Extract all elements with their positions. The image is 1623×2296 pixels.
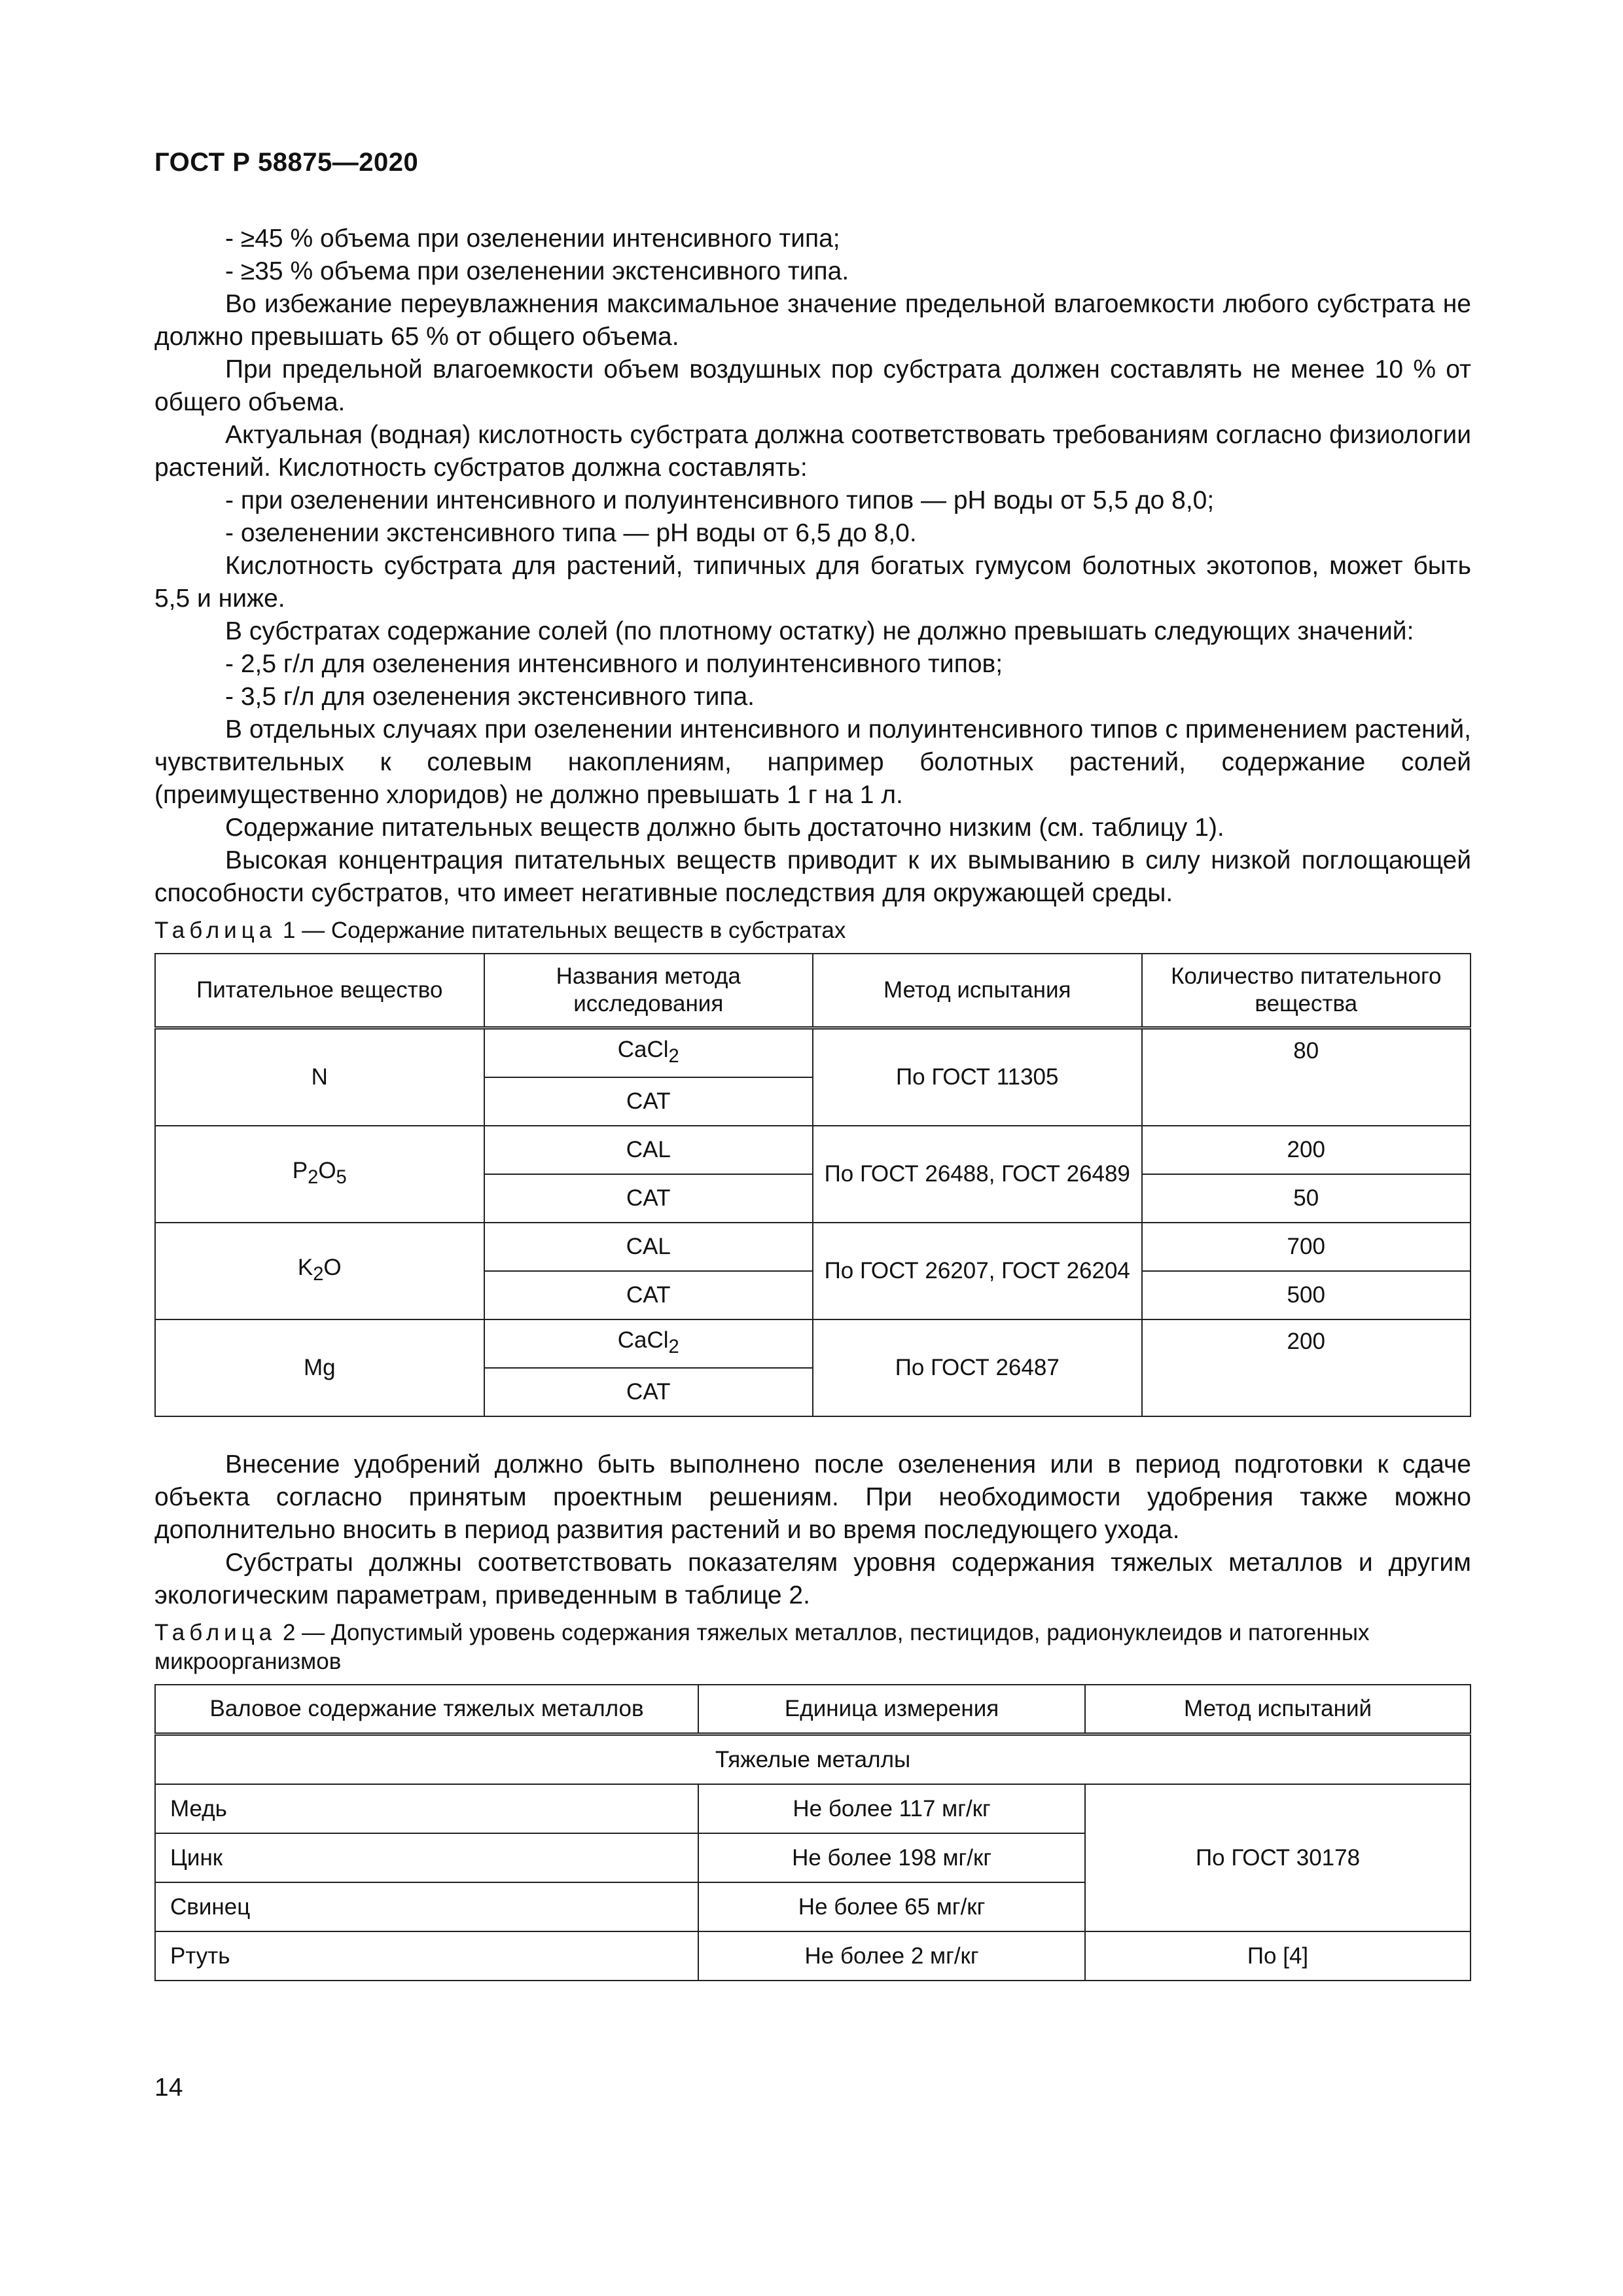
list-item: - ≥35 % объема при озеленении экстенсивного типа.: [225, 257, 849, 285]
method-cell: По ГОСТ 30178: [1085, 1784, 1471, 1931]
unit-cell: Не более 65 мг/кг: [698, 1882, 1085, 1931]
list-item: - ≥45 % объема при озеленении интенсивного типа;: [225, 224, 840, 253]
table-header-cell: Метод испытаний: [1085, 1685, 1471, 1734]
test-cell: По ГОСТ 26487: [813, 1319, 1142, 1416]
value-cell: 200: [1142, 1126, 1471, 1174]
paragraph: В субстратах содержание солей (по плотному остатку) не должно превышать следующих значений:: [225, 617, 1414, 645]
substance-cell: [155, 1028, 484, 1126]
value-cell: 80: [1142, 1028, 1471, 1126]
method-cell: CAL: [484, 1126, 813, 1174]
metal-cell: Свинец: [155, 1882, 698, 1931]
value-cell: 200: [1142, 1319, 1471, 1416]
table-header-cell: Единица измерения: [698, 1685, 1085, 1734]
body-text: [154, 223, 1471, 1981]
table1-caption-label: Таблица: [154, 918, 277, 943]
table2-caption: [154, 1619, 1471, 1676]
method-cell: CAT: [484, 1271, 813, 1319]
test-cell: По ГОСТ 11305: [813, 1028, 1142, 1126]
subscript: 2: [308, 1167, 319, 1188]
unit-cell: Не более 117 мг/кг: [698, 1784, 1085, 1833]
method-cell: CAT: [484, 1368, 813, 1416]
list-item: - 2,5 г/л для озеленения интенсивного и полуинтенсивного типов;: [225, 650, 1003, 678]
substance-cell: [155, 1223, 484, 1319]
table-nutrients: [154, 953, 1471, 1417]
substance-label: K: [297, 1255, 313, 1280]
table-row: [155, 1784, 1471, 1833]
method-label: CaCl: [617, 1327, 669, 1353]
paragraph-group-b: [154, 1448, 1471, 1612]
substance-cell: [155, 1126, 484, 1223]
table-row: [155, 1028, 1471, 1078]
paragraph: При предельной влагоемкости объем воздушных пор субстрата должен составлять не менее 10 % от общего объема.: [154, 355, 1471, 416]
table2-caption-text: 2 — Допустимый уровень содержания тяжелых металлов, пестицидов, радионуклеидов и патогенных микроорганизмов: [154, 1620, 1370, 1674]
list-item: - озеленении экстенсивного типа — pH воды от 6,5 до 8,0.: [225, 519, 917, 547]
substance-label: O: [318, 1158, 336, 1183]
table2-caption-label: Таблица: [154, 1620, 277, 1645]
table-header-cell: Названия метода исследования: [484, 954, 813, 1028]
value-cell: 500: [1142, 1271, 1471, 1319]
paragraph-group-a: [154, 223, 1471, 910]
table-header-cell: Валовое содержание тяжелых металлов: [155, 1685, 698, 1734]
list-item: - 3,5 г/л для озеленения экстенсивного типа.: [225, 683, 755, 711]
list-item: - при озеленении интенсивного и полуинтенсивного типов — pH воды от 5,5 до 8,0;: [225, 486, 1215, 514]
table-section-row: [155, 1734, 1471, 1785]
method-cell: [484, 1028, 813, 1078]
subscript: 2: [668, 1336, 679, 1357]
table-row: [155, 1931, 1471, 1981]
subscript: 2: [668, 1046, 679, 1067]
method-cell: CAT: [484, 1174, 813, 1223]
table1-caption-text: 1 — Содержание питательных веществ в субстратах: [282, 918, 846, 943]
unit-cell: Не более 2 мг/кг: [698, 1931, 1085, 1981]
metal-cell: Медь: [155, 1784, 698, 1833]
paragraph: Актуальная (водная) кислотность субстрата должна соответствовать требованиям согласно физиологии растений. Кислотность субстратов должна составлять:: [154, 421, 1471, 482]
table1-caption: [154, 916, 1471, 945]
table-header-row: [155, 1685, 1471, 1734]
document-header: ГОСТ Р 58875—2020: [154, 148, 419, 177]
metal-cell: Ртуть: [155, 1931, 698, 1981]
table-row: [155, 1223, 1471, 1271]
subscript: 5: [336, 1167, 347, 1188]
test-cell: По ГОСТ 26207, ГОСТ 26204: [813, 1223, 1142, 1319]
method-cell: [484, 1319, 813, 1368]
substance-cell: [155, 1319, 484, 1416]
unit-cell: Не более 198 мг/кг: [698, 1833, 1085, 1882]
paragraph: Высокая концентрация питательных веществ приводит к их вымыванию в силу низкой поглощающей способности субстратов, что имеет негативные последствия для окружающей среды.: [154, 846, 1471, 907]
method-cell: CAT: [484, 1077, 813, 1126]
section-cell: Тяжелые металлы: [155, 1734, 1471, 1785]
paragraph: Содержание питательных веществ должно быть достаточно низким (см. таблицу 1).: [225, 814, 1224, 842]
page-number: 14: [154, 2073, 183, 2102]
table-row: [155, 1319, 1471, 1368]
method-cell: CAL: [484, 1223, 813, 1271]
metal-cell: Цинк: [155, 1833, 698, 1882]
paragraph: Кислотность субстрата для растений, типичных для богатых гумусом болотных экотопов, может быть 5,5 и ниже.: [154, 552, 1471, 613]
method-label: CaCl: [617, 1037, 669, 1062]
table-header-row: [155, 954, 1471, 1028]
table-row: [155, 1126, 1471, 1174]
paragraph: Субстраты должны соответствовать показателям уровня содержания тяжелых металлов и другим экологическим параметрам, приведенным в таблице 2.: [154, 1549, 1471, 1609]
paragraph: Внесение удобрений должно быть выполнено после озеленения или в период подготовки к сдаче объекта согласно принятым проектным решениям. При необходимости удобрения также можно дополнительно вносить в период развития растений и во время последующего ухода.: [154, 1450, 1471, 1544]
substance-label: Mg: [303, 1355, 336, 1380]
value-cell: 50: [1142, 1174, 1471, 1223]
paragraph: Во избежание переувлажнения максимальное значение предельной влагоемкости любого субстрата не должно превышать 65 % от общего объема.: [154, 290, 1471, 351]
table-heavy-metals: [154, 1684, 1471, 1981]
substance-label: P: [292, 1158, 308, 1183]
table-header-cell: Метод испытания: [813, 954, 1142, 1028]
substance-label: N: [311, 1064, 328, 1090]
method-cell: По [4]: [1085, 1931, 1471, 1981]
table-header-cell: Питательное вещество: [155, 954, 484, 1028]
value-cell: 700: [1142, 1223, 1471, 1271]
subscript: 2: [313, 1264, 324, 1285]
substance-label: O: [323, 1255, 342, 1280]
paragraph: В отдельных случаях при озеленении интенсивного и полуинтенсивного типов с применением растений, чувствительных к солевым накоплениям, например болотных растений, содержание солей (преимущественно хлоридов) не должно превышать 1 г на 1 л.: [154, 715, 1471, 809]
test-cell: По ГОСТ 26488, ГОСТ 26489: [813, 1126, 1142, 1223]
table-header-cell: Количество питательного вещества: [1142, 954, 1471, 1028]
